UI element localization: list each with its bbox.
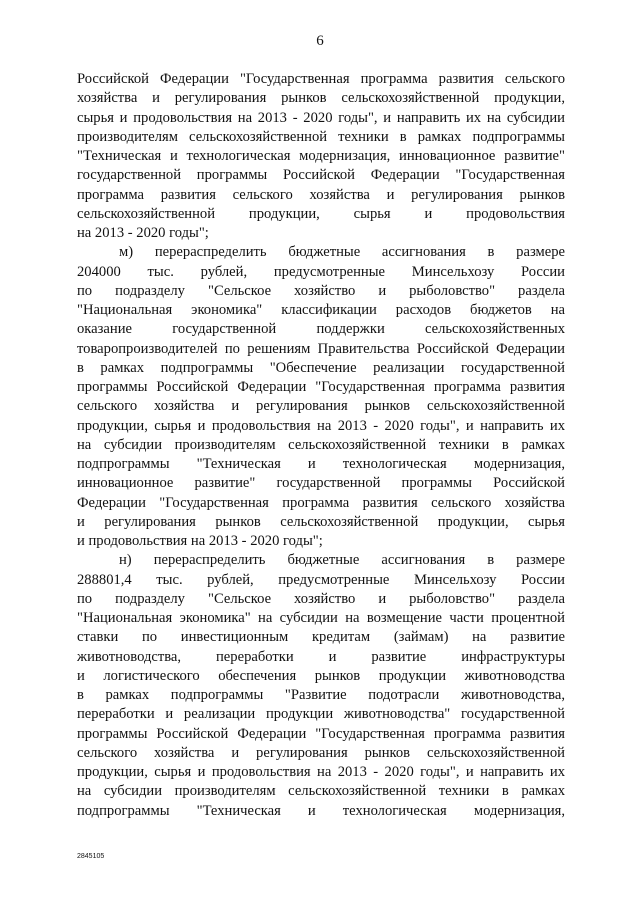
text-line: по подразделу "Сельское хозяйство и рыболовство" раздела [77,590,565,607]
text-line: на субсидии производителям сельскохозяйственной техники в рамках [77,783,565,800]
text-line: и логистического обеспечения рынков продукции животноводства [77,667,565,684]
text-line: товаропроизводителей по решениям Правительства Российской Федерации [77,340,565,357]
text-line: сельского хозяйства и регулирования рынков сельскохозяйственной [77,398,565,415]
text-line: производителям сельскохозяйственной техники в рамках подпрограммы [77,128,565,145]
text-line: программы Российской Федерации "Государственная программа развития [77,725,565,742]
text-line: в рамках подпрограммы "Развитие подотрасли животноводства, [77,687,565,703]
text-line: по подразделу "Сельское хозяйство и рыболовство" раздела [77,282,565,299]
text-line: программа развития сельского хозяйства и регулирования рынков [77,186,565,203]
text-line: сельского хозяйства и регулирования рынков сельскохозяйственной [77,744,565,761]
text-line: животноводства, переработки и развитие инфраструктуры [77,648,565,665]
text-line: "Национальная экономика" на субсидии на возмещение части процентной [77,610,565,626]
text-line: программы Российской Федерации "Государственная программа развития [77,379,565,395]
text-line: подпрограммы "Техническая и технологическая модернизация, [77,456,565,472]
text-line: переработки и реализации продукции животноводства" государственной [77,706,565,723]
text-line: и регулирования рынков сельскохозяйственной продукции, сырья [77,513,565,530]
text-line: "Техническая и технологическая модернизация, инновационное развитие" [77,148,565,164]
text-line: н) перераспределить бюджетные ассигнования в размере [119,552,565,569]
text-line: м) перераспределить бюджетные ассигнования в размере [119,244,565,261]
text-line: продукции, сырья и продовольствия на 2013 - 2020 годы", и направить их [77,764,565,780]
text-line: сырья и продовольствия на 2013 - 2020 годы", и направить их на субсидии [77,109,565,126]
text-line: хозяйства и регулирования рынков сельскохозяйственной продукции, [77,90,565,107]
text-line: "Национальная экономика" классификации расходов бюджетов на [77,302,565,318]
text-line: инновационное развитие" государственной программы Российской [77,475,565,492]
text-line: Российской Федерации "Государственная программа развития сельского [77,71,565,87]
document-body [77,70,565,821]
document-code: 2845105 [77,853,105,860]
text-line: Федерации "Государственная программа развития сельского хозяйства [77,494,565,511]
text-line: на 2013 - 2020 годы"; [77,225,209,241]
text-line: подпрограммы "Техническая и технологическая модернизация, [77,802,565,819]
text-line: в рамках подпрограммы "Обеспечение реализации государственной [77,359,565,376]
text-line: 288801,4 тыс. рублей, предусмотренные Минсельхозу России [77,571,565,588]
page-number: 6 [316,33,324,49]
text-line: и продовольствия на 2013 - 2020 годы"; [77,533,323,549]
text-line: ставки по инвестиционным кредитам (займам) на развитие [77,629,565,646]
text-line: оказание государственной поддержки сельскохозяйственных [77,321,565,338]
text-line: на субсидии производителям сельскохозяйственной техники в рамках [77,436,565,453]
text-line: продукции, сырья и продовольствия на 2013 - 2020 годы", и направить их [77,417,565,434]
text-line: государственной программы Российской Федерации "Государственная [77,167,565,184]
text-line: 204000 тыс. рублей, предусмотренные Минсельхозу России [77,263,565,280]
text-line: сельскохозяйственной продукции, сырья и продовольствия [77,205,565,222]
